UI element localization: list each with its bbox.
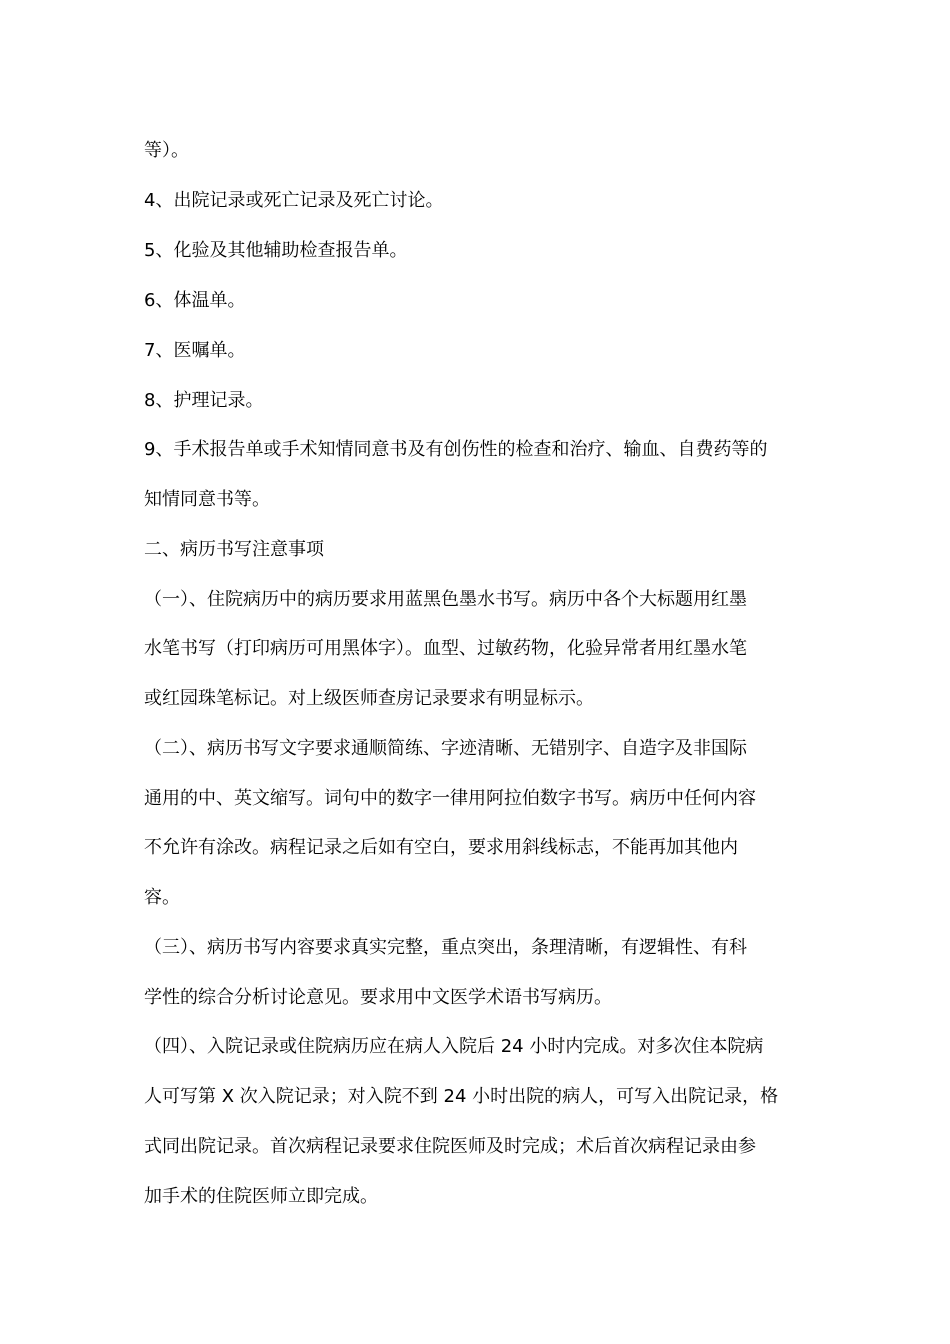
- paragraph-4-line-3: 式同出院记录。首次病程记录要求住院医师及时完成；术后首次病程记录由参: [144, 1136, 756, 1157]
- paragraph-2-line-4: 容。: [144, 887, 180, 908]
- paragraph-2-line-3: 不允许有涂改。病程记录之后如有空白，要求用斜线标志，不能再加其他内: [144, 837, 738, 858]
- list-item-6: 6、体温单。: [144, 290, 246, 311]
- paragraph-4-line-2: 人可写第 X 次入院记录；对入院不到 24 小时出院的病人，可写入出院记录，格: [144, 1086, 779, 1107]
- paragraph-3-line-1: （三）、病历书写内容要求真实完整，重点突出，条理清晰，有逻辑性、有科: [144, 937, 747, 958]
- list-item-9: 9、手术报告单或手术知情同意书及有创伤性的检查和治疗、输血、自费药等的: [144, 439, 768, 460]
- section-heading: 二、病历书写注意事项: [144, 539, 324, 560]
- paragraph-1-line-2: 水笔书写（打印病历可用黑体字）。血型、过敏药物，化验异常者用红墨水笔: [144, 638, 747, 659]
- text-line-continuation: 等）。: [144, 140, 189, 161]
- paragraph-4-line-4: 加手术的住院医师立即完成。: [144, 1186, 378, 1207]
- paragraph-4-line-1: （四）、入院记录或住院病历应在病人入院后 24 小时内完成。对多次住本院病: [144, 1036, 764, 1057]
- list-item-4: 4、出院记录或死亡记录及死亡讨论。: [144, 190, 444, 211]
- paragraph-2-line-1: （二）、病历书写文字要求通顺简练、字迹清晰、无错别字、自造字及非国际: [144, 738, 747, 759]
- list-item-8: 8、护理记录。: [144, 390, 264, 411]
- list-item-7: 7、医嘱单。: [144, 340, 246, 361]
- paragraph-3-line-2: 学性的综合分析讨论意见。要求用中文医学术语书写病历。: [144, 987, 612, 1008]
- paragraph-1-line-1: （一）、住院病历中的病历要求用蓝黑色墨水书写。病历中各个大标题用红墨: [144, 589, 747, 610]
- list-item-5: 5、化验及其他辅助检查报告单。: [144, 240, 408, 261]
- paragraph-2-line-2: 通用的中、英文缩写。词句中的数字一律用阿拉伯数字书写。病历中任何内容: [144, 788, 756, 809]
- list-item-9-continued: 知情同意书等。: [144, 489, 270, 510]
- paragraph-1-line-3: 或红园珠笔标记。对上级医师查房记录要求有明显标示。: [144, 688, 594, 709]
